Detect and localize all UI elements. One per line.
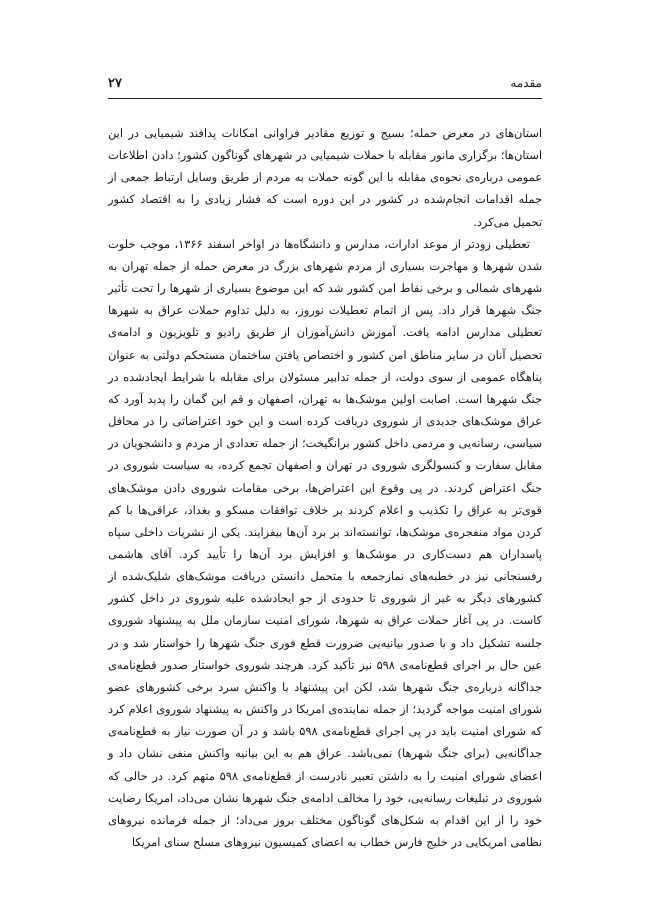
paragraph-2: تعطیلی زودتر از موعد ادارات، مدارس و دانشگاه‌ها در اواخر اسفند ۱۳۶۶، موجب خلوت شدن شهرها و مهاجرت بسیاری از مردم شهرهای بزرگ در معرض حمله از جمله تهران به شهرهای شمالی و برخی نقاط امن کشور شد که این موضوع بسیاری از شهرها را تحت تأثیر جنگ شهرها قرار داد. پس از اتمام تعطیلات نوروز، به دلیل تداوم حملات عراق به شهرها تعطیلی مدارس ادامه یافت. آموزش دانش‌آموزان از طریق رادیو و تلویزیون و ادامه‌ی تحصیل آنان در سایر مناطق امن کشور و اختصاص یافتن ساختمان مستحکم دولتی به عنوان پناهگاه عمومی از سوی دولت، از جمله تدابیر مسئولان برای مقابله با شرایط ایجادشده در جنگ شهرها است. اصابت اولین موشک‌ها به تهران، اصفهان و قم این گمان را پدید آورد که عراق موشک‌های جدیدی از شوروی دریافت کرده است و این خود اعتراضاتی را در محافل سیاسی، رسانه‌یی و مردمی داخل کشور برانگیخت؛ از جمله تعدادی از مردم و دانشجویان در مقابل سفارت و کنسولگری شوروی در تهران و اصفهان تجمع کرده، به سیاست شوروی در جنگ اعتراض کردند. در پی وقوع این اعتراض‌ها، برخی مقامات شوروی دادن موشک‌های قوی‌تر به عراق را تکذیب و اعلام کردند بر خلاف توافقات مسکو و بغداد، عراقی‌ها با کم کردن مواد منفجره‌ی موشک‌ها، توانسته‌اند بر برد آن‌ها بیفزایند. یکی از نشریات داخلی سپاه پاسداران هم دست‌کاری در موشک‌ها و افزایش برد آن‌ها را تأیید کرد. آقای هاشمی رفسنجانی نیز در خطبه‌های نمازجمعه با متحمل دانستن دریافت موشک‌های شلیک‌شده از کشورهای دیگر به غیر از شوروی تا حدودی از جو ایجادشده علیه شوروی در داخل کشور کاست. در پی آغاز حملات عراق به شهرها، شورای امنیت سازمان ملل به پیشنهاد شوروی جلسه تشکیل داد و با صدور بیانیه‌یی ضرورت قطع فوری جنگ شهرها را خواستار شد و در عین حال بر اجرای قطع‌نامه‌ی ۵۹۸ نیز تأکید کرد. هرچند شوروی خواستار صدور قطع‌نامه‌ی جداگانه درباره‌ی جنگ شهرها شد، لکن این پیشنهاد با واکنش سرد برخی کشورهای عضو شورای امنیت مواجه گردید؛ از جمله نماینده‌ی امریکا در واکنش به پیشنهاد شوروی اعلام کرد که شورای امنیت باید در پی اجرای قطع‌نامه‌ی ۵۹۸ باشد و در آن صورت نیاز به قطع‌نامه‌ی جداگانه‌یی (برای جنگ شهرها) نمی‌باشد. عراق هم به این بیانیه واکنش منفی نشان داد و اعضای شورای امنیت را به داشتن تعبیر نادرست از قطع‌نامه‌ی ۵۹۸ متهم کرد. در حالی که شوروی در تبلیغات رسانه‌یی، خود را مخالف ادامه‌ی جنگ شهرها نشان می‌داد، امریکا رضایت خود را از این اقدام به شکل‌های گوناگون مختلف بروز می‌داد؛ از جمله فرمانده نیروهای نظامی امریکایی در خلیج فارس خطاب به اعضای کمیسیون نیروهای مسلح سنای امریکا bbox=[108, 236, 542, 849]
paragraph-1: استان‌های در معرض حمله؛ بسیج و توزیع مقادیر فراوانی امکانات پدافند شیمیایی در این استان‌ها؛ برگزاری مانور مقابله با حملات شیمیایی در شهرهای گوناگون کشور؛ دادن اطلاعات عمومی درباره‌ی نحوه‌ی مقابله با این گونه حملات به مردم از طریق وسایل ارتباط جمعی از جمله اقدامات انجام‌شده در کشور در این دوره است که فشار زیادی را به اقتصاد کشور تحمیل می‌کرد. bbox=[108, 126, 542, 229]
section-title: مقدمه bbox=[510, 76, 542, 90]
header-rule bbox=[108, 98, 542, 99]
body-text bbox=[108, 122, 542, 853]
page-number: ۲۷ bbox=[108, 76, 122, 91]
running-head bbox=[108, 76, 542, 96]
